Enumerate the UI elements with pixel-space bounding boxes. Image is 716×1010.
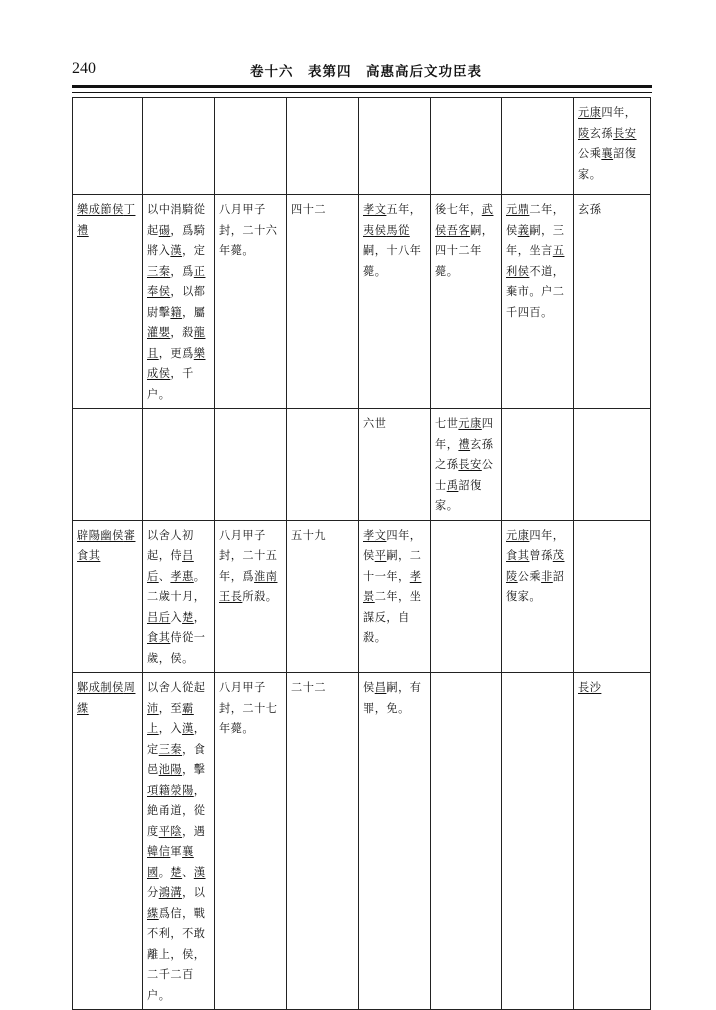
cell-descendant xyxy=(574,409,651,521)
underlined-name: 吕后 xyxy=(147,549,194,583)
cell-son: 侯昌嗣，有罪，免。 xyxy=(359,673,431,1010)
underlined-name: 襄 xyxy=(601,147,614,160)
underlined-name: 長沙 xyxy=(578,681,602,694)
underlined-name: 孝文 xyxy=(363,203,387,216)
cell-great-grandson: 元鼎二年，侯義嗣，三年，坐言五利侯不道，棄市。户二千四百。 xyxy=(502,195,574,409)
cell-rank: 二十二 xyxy=(287,673,359,1010)
cell-son xyxy=(359,98,431,195)
underlined-name: 茂陵 xyxy=(506,549,565,583)
cell-name xyxy=(73,673,143,1010)
header-rule-thin xyxy=(72,92,652,93)
underlined-name: 吾客 xyxy=(446,223,471,237)
table-row xyxy=(73,195,651,409)
underlined-name: 元康 xyxy=(458,417,482,430)
cell-descendant xyxy=(574,520,651,673)
underlined-name: 元康 xyxy=(506,528,530,542)
cell-merit: 以舍人初起，侍吕后、孝惠。二歲十月，吕后入楚，食其侍從一歲，侯。 xyxy=(143,520,215,673)
cell-enfeoffment xyxy=(215,409,287,521)
underlined-name: 平 xyxy=(374,549,387,562)
cell-descendant: 玄孫 xyxy=(574,195,651,409)
underlined-name: 食其 xyxy=(147,631,171,644)
underlined-name: 周緤 xyxy=(77,681,136,715)
page-header xyxy=(72,58,652,82)
underlined-name: 丁禮 xyxy=(77,203,136,237)
underlined-name: 鄡成制侯 xyxy=(77,681,124,694)
underlined-name: 三秦 xyxy=(158,742,183,756)
underlined-name: 楚 xyxy=(170,865,183,879)
cell-rank: 四十二 xyxy=(287,195,359,409)
cell-name xyxy=(73,409,143,521)
underlined-name: 碭 xyxy=(158,223,171,237)
underlined-name: 長安 xyxy=(458,458,482,471)
underlined-name: 楚 xyxy=(182,610,194,624)
cell-great-grandson xyxy=(502,409,574,521)
cell-son: 六世 xyxy=(359,409,431,521)
cell-merit: 以舍人從起沛，至霸上，入漢，定三秦，食邑池陽，擊項籍滎陽，絶甬道，從度平陰，遇韓信軍襄國。楚、漢分鴻溝，以緤爲信，戰不利，不敢離上，侯，二千二百户。 xyxy=(143,673,215,1010)
underlined-name: 鴻溝 xyxy=(158,886,183,899)
underlined-name: 漢 xyxy=(182,722,194,735)
underlined-name: 禹 xyxy=(446,478,459,492)
underlined-name: 樂成節侯 xyxy=(77,203,124,216)
underlined-name: 霸上 xyxy=(147,701,194,735)
underlined-name: 辟陽幽侯 xyxy=(77,528,124,542)
table-row xyxy=(73,673,651,1010)
meritorious-officials-table xyxy=(72,97,651,1010)
underlined-name: 夷侯 xyxy=(363,223,387,237)
cell-grandson xyxy=(431,98,502,195)
cell-great-grandson: 元康四年，食其曾孫茂陵公乘非詔復家。 xyxy=(502,520,574,673)
underlined-name: 灌嬰 xyxy=(147,326,171,339)
cell-son: 孝文四年，侯平嗣，二十一年，孝景二年，坐謀反，自殺。 xyxy=(359,520,431,673)
underlined-name: 滎陽 xyxy=(170,783,194,797)
underlined-name: 長安 xyxy=(613,126,637,140)
cell-grandson: 後七年，武侯吾客嗣，四十二年薨。 xyxy=(431,195,502,409)
underlined-name: 籍 xyxy=(170,305,183,319)
header-rule-thick xyxy=(72,85,652,88)
cell-descendant xyxy=(574,673,651,1010)
cell-merit: 以中涓騎從起碭，爲騎將入漢，定三秦，爲正奉侯，以都尉擊籍，屬灌嬰，殺龍且，更爲樂成侯，千户。 xyxy=(143,195,215,409)
underlined-name: 正奉侯 xyxy=(147,264,206,298)
underlined-name: 平陰 xyxy=(158,824,183,838)
underlined-name: 吕后 xyxy=(147,610,171,624)
underlined-name: 樂成侯 xyxy=(147,346,206,380)
underlined-name: 馬從 xyxy=(386,223,410,237)
underlined-name: 池陽 xyxy=(158,763,183,776)
cell-grandson: 七世元康四年，禮玄孫之孫長安公士禹詔復家。 xyxy=(431,409,502,521)
cell-name xyxy=(73,520,143,673)
cell-rank: 五十九 xyxy=(287,520,359,673)
table-row xyxy=(73,520,651,673)
cell-grandson xyxy=(431,520,502,673)
running-title: 卷十六 表第四 高惠高后文功臣表 xyxy=(250,64,482,80)
underlined-name: 項籍 xyxy=(147,783,171,797)
cell-name xyxy=(73,195,143,409)
cell-enfeoffment xyxy=(215,98,287,195)
underlined-name: 孝文 xyxy=(363,528,387,542)
underlined-name: 三秦 xyxy=(147,264,171,278)
cell-rank xyxy=(287,98,359,195)
underlined-name: 食其 xyxy=(506,549,530,562)
table-row xyxy=(73,409,651,521)
underlined-name: 義 xyxy=(517,223,530,237)
cell-enfeoffment: 八月甲子封，二十七年薨。 xyxy=(215,673,287,1010)
underlined-name: 沛 xyxy=(147,701,159,715)
underlined-name: 武侯 xyxy=(435,203,494,237)
underlined-name: 漢 xyxy=(170,244,183,257)
cell-name xyxy=(73,98,143,195)
underlined-name: 韓信 xyxy=(147,845,171,858)
cell-great-grandson xyxy=(502,98,574,195)
cell-descendant: 元康四年，陵玄孫長安公乘襄詔復家。 xyxy=(574,98,651,195)
underlined-name: 審食其 xyxy=(77,528,136,562)
underlined-name: 元鼎 xyxy=(506,203,530,216)
underlined-name: 陵 xyxy=(578,126,590,140)
underlined-name: 元康 xyxy=(578,106,602,119)
underlined-name: 淮南王長 xyxy=(219,569,278,603)
underlined-name: 禮 xyxy=(458,437,471,451)
page-number: 240 xyxy=(72,60,96,77)
cell-son: 孝文五年，夷侯馬從嗣，十八年薨。 xyxy=(359,195,431,409)
underlined-name: 孝惠 xyxy=(170,569,194,583)
cell-merit xyxy=(143,409,215,521)
underlined-name: 孝景 xyxy=(363,569,422,603)
underlined-name: 非 xyxy=(541,569,553,583)
cell-merit xyxy=(143,98,215,195)
underlined-name: 五利侯 xyxy=(506,244,565,278)
cell-great-grandson xyxy=(502,673,574,1010)
underlined-name: 昌 xyxy=(374,681,387,694)
underlined-name: 襄國 xyxy=(147,845,194,879)
cell-grandson xyxy=(431,673,502,1010)
underlined-name: 漢 xyxy=(193,865,206,879)
cell-enfeoffment: 八月甲子封，二十五年，爲淮南王長所殺。 xyxy=(215,520,287,673)
cell-rank xyxy=(287,409,359,521)
cell-enfeoffment: 八月甲子封，二十六年薨。 xyxy=(215,195,287,409)
underlined-name: 龍且 xyxy=(147,326,206,360)
underlined-name: 緤 xyxy=(147,906,159,920)
table-row xyxy=(73,98,651,195)
